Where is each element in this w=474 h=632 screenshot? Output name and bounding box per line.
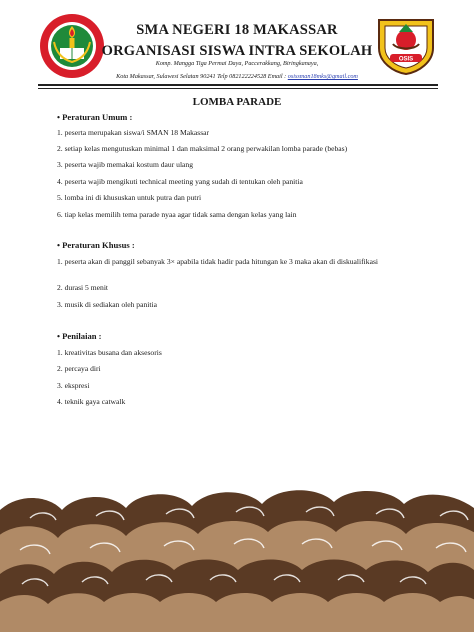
osis-logo-text: OSIS <box>398 56 414 63</box>
header-rule-thin <box>38 88 438 89</box>
document-title: LOMBA PARADE <box>192 96 282 108</box>
list-item: 4. teknik gaya catwalk <box>57 397 126 406</box>
list-item: 1. peserta merupakan siswa/i SMAN 18 Makassar <box>57 128 210 137</box>
section-heading-penilaian: • Penilaian : <box>57 331 102 341</box>
list-item: 5. lomba ini di khususkan untuk putra dan putri <box>57 193 202 202</box>
email-link[interactable]: osissman18mks@gmail.com <box>287 73 358 80</box>
list-item: 4. peserta wajib mengikuti technical meeting yang sudah di tentukan oleh panitia <box>57 177 303 186</box>
list-item: 2. percaya diri <box>57 364 101 373</box>
list-item: 2. durasi 5 menit <box>57 283 109 292</box>
address-line-2 <box>0 73 474 80</box>
list-item: 3. peserta wajib memakai kostum daur ulang <box>57 160 194 169</box>
header-rule <box>38 84 438 86</box>
section-heading-umum: • Peraturan Umum : <box>57 112 133 122</box>
section-heading-khusus: • Peraturan Khusus : <box>57 240 135 250</box>
list-item: 3. musik di sediakan oleh panitia <box>57 300 157 309</box>
list-item: 6. tiap kelas memilih tema parade nyaa agar tidak sama dengan kelas yang lain <box>57 210 297 219</box>
list-item: 3. ekspresi <box>57 381 90 390</box>
list-item: 2. setiap kelas mengutuskan minimal 1 dan maksimal 2 orang perwakilan lomba parade (bebas) <box>57 144 348 153</box>
batik-cloud-border <box>0 470 474 632</box>
list-item: 1. kreativitas busana dan aksesoris <box>57 348 162 357</box>
address-line-1: Komp. Mangga Tiga Permai Daya, Paccerakkang, Biringkanaya, <box>155 60 319 67</box>
school-name: SMA NEGERI 18 MAKASSAR <box>136 22 338 38</box>
address-text: Kota Makassar, Sulawesi Selatan 90241 Telp 082122224528 Email : <box>116 73 287 80</box>
organization-name: ORGANISASI SISWA INTRA SEKOLAH <box>101 43 373 59</box>
list-item: 1. peserta akan di panggil sebanyak 3× apabila tidak hadir pada hitungan ke 3 maka akan di diskualifikasi <box>57 257 379 266</box>
